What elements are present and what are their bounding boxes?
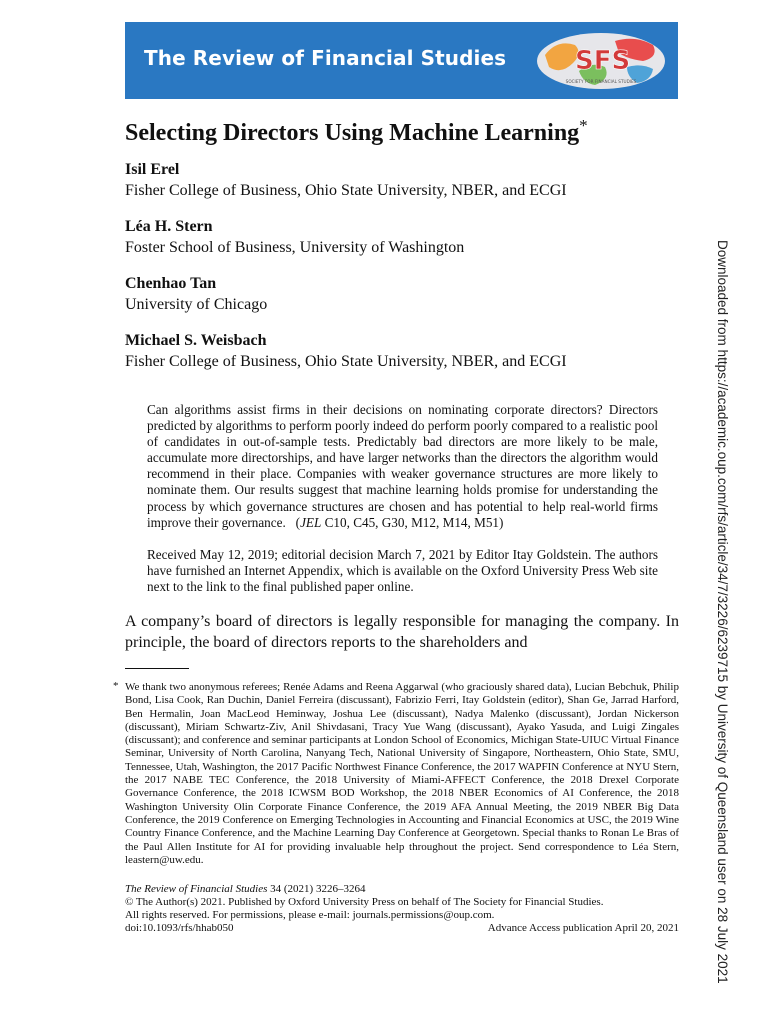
author-block xyxy=(125,159,567,202)
abstract-text: Can algorithms assist firms in their decisions on nominating corporate directors? Directors predicted by algorithms to perform poorly indeed do perform poorly compared to a realistic pool of candidates in out-of-sample tests. Predictably bad directors are more likely to be male, accumulate more directorships, and have larger networks than the directors the algorithm would recommend in their place. Companies with weaker governance structures are more likely to nominate them. Our results suggest that machine learning holds promise for understanding the process by which governance structures are chosen and has potential to help real-world firms improve their governance. xyxy=(147,402,658,530)
download-note: Downloaded from https://academic.oup.com/rfs/article/34/7/3226/6239715 by University of Queensland user on 28 July 2021 xyxy=(715,240,730,984)
footnote-mark: * xyxy=(113,680,119,692)
journal-banner-title: The Review of Financial Studies xyxy=(144,46,507,70)
jel-label: JEL xyxy=(300,514,322,530)
author-name: Léa H. Stern xyxy=(125,218,213,235)
journal-banner xyxy=(125,22,678,99)
journal-footer xyxy=(125,883,679,935)
author-name: Isil Erel xyxy=(125,161,180,178)
journal-citation: 34 (2021) 3226–3264 xyxy=(270,883,366,895)
sfs-logo xyxy=(535,31,668,91)
author-affiliation: University of Chicago xyxy=(125,296,268,313)
download-sidebar xyxy=(715,240,747,984)
author-block xyxy=(125,273,267,316)
copyright-line: © The Author(s) 2021. Published by Oxford University Press on behalf of The Society for Financial Studies. xyxy=(125,895,604,908)
author-name: Chenhao Tan xyxy=(125,275,217,292)
acknowledgment-footnote xyxy=(113,680,679,867)
author-affiliation: Fisher College of Business, Ohio State University, NBER, and ECGI xyxy=(125,182,567,199)
author-affiliation: Foster School of Business, University of Washington xyxy=(125,239,465,256)
paper-title: Selecting Directors Using Machine Learning* xyxy=(125,116,588,146)
author-block xyxy=(125,216,464,259)
journal-name: The Review of Financial Studies xyxy=(125,883,268,895)
title-footnote-mark: * xyxy=(579,116,588,135)
author-block xyxy=(125,330,567,373)
jel-codes: C10, C45, G30, M12, M14, M51 xyxy=(324,514,500,530)
author-affiliation: Fisher College of Business, Ohio State University, NBER, and ECGI xyxy=(125,353,567,370)
footnote-text: We thank two anonymous referees; Renée Adams and Reena Aggarwal (who graciously shared data), Lucian Bebchuk, Philip Bond, Lisa Cook, Ran Duchin, Daniel Ferreira (discussant), Fabrizio Ferri, Itay Goldstein (editor), Shan Ge, Jarrad Harford, Ben Hermalin, Joan MacLeod Heminway, Joshua Lee (discussant), Nadya Malenko (discussant), Jordan Nickerson (discussant), Miriam Schwartz-Ziv, Anil Shivdasani, Tracy Yue Wang (discussant), Ayako Yasuda, and Luigi Zingales (discussant); and conference and seminar participants at London School of Economics, Michigan State-UIUC Virtual Finance Seminar, University of North Carolina, Nanyang Tech, National University of Singapore, Northeastern, Ohio State, SMU, Tennessee, Utah, Washington, the 2017 Pacific Northwest Finance Conference, the 2017 WAPFIN Conference at NYU Stern, the 2017 NABE TEC Conference, the 2018 University of Miami-AFFECT Conference, the 2018 Drexel Corporate Governance Conference, the 2018 ICWSM BOD Workshop, the 2018 NBER Economics of AI Conference, the 2018 Washington University Olin Corporate Finance Conference, the 2019 AFA Annual Meeting, the 2019 NBER Big Data Conference, the 2019 Conference on Emerging Technologies in Accounting and Financial Economics at USC, the 2019 Wine Country Finance Conference, and the Machine Learning Day Conference at Georgetown. Special thanks to Ronan Le Bras of the Paul Allen Institute for AI for providing invaluable help throughout the project. Send correspondence to Léa Stern, leastern@uw.edu. xyxy=(125,681,679,866)
sfs-logo-subtext: SOCIETY FOR FINANCIAL STUDIES xyxy=(565,79,637,84)
abstract: Can algorithms assist firms in their decisions on nominating corporate directors? Directors predicted by algorithms to perform poorly indeed do perform poorly compared to a realistic pool of candidates in out-of-sample tests. Predictably bad directors are more likely to be male, accumulate more directorships, and have larger networks than the directors the algorithm would recommend in their place. Companies with weaker governance structures are more likely to nominate them. Our results suggest that machine learning holds promise for understanding the process by which governance structures are chosen and has potential to help real-world firms improve their governance. (JEL C10, C45, G30, M12, M14, M51) xyxy=(147,402,658,530)
permissions-line: All rights reserved. For permissions, please e-mail: journals.permissions@oup.com. xyxy=(125,908,495,921)
body-paragraph: A company’s board of directors is legally responsible for managing the company. In principle, the board of directors reports to the shareholders and xyxy=(125,613,679,651)
footnote-divider xyxy=(125,668,189,669)
sfs-logo-text: SFS xyxy=(575,46,631,76)
doi: doi:10.1093/rfs/hhab050 xyxy=(125,921,234,934)
author-name: Michael S. Weisbach xyxy=(125,332,267,349)
received-note: Received May 12, 2019; editorial decision March 7, 2021 by Editor Itay Goldstein. The authors have furnished an Internet Appendix, which is available on the Oxford University Press Web site next to the link to the final published paper online. xyxy=(147,547,658,595)
advance-access: Advance Access publication April 20, 2021 xyxy=(487,921,679,934)
